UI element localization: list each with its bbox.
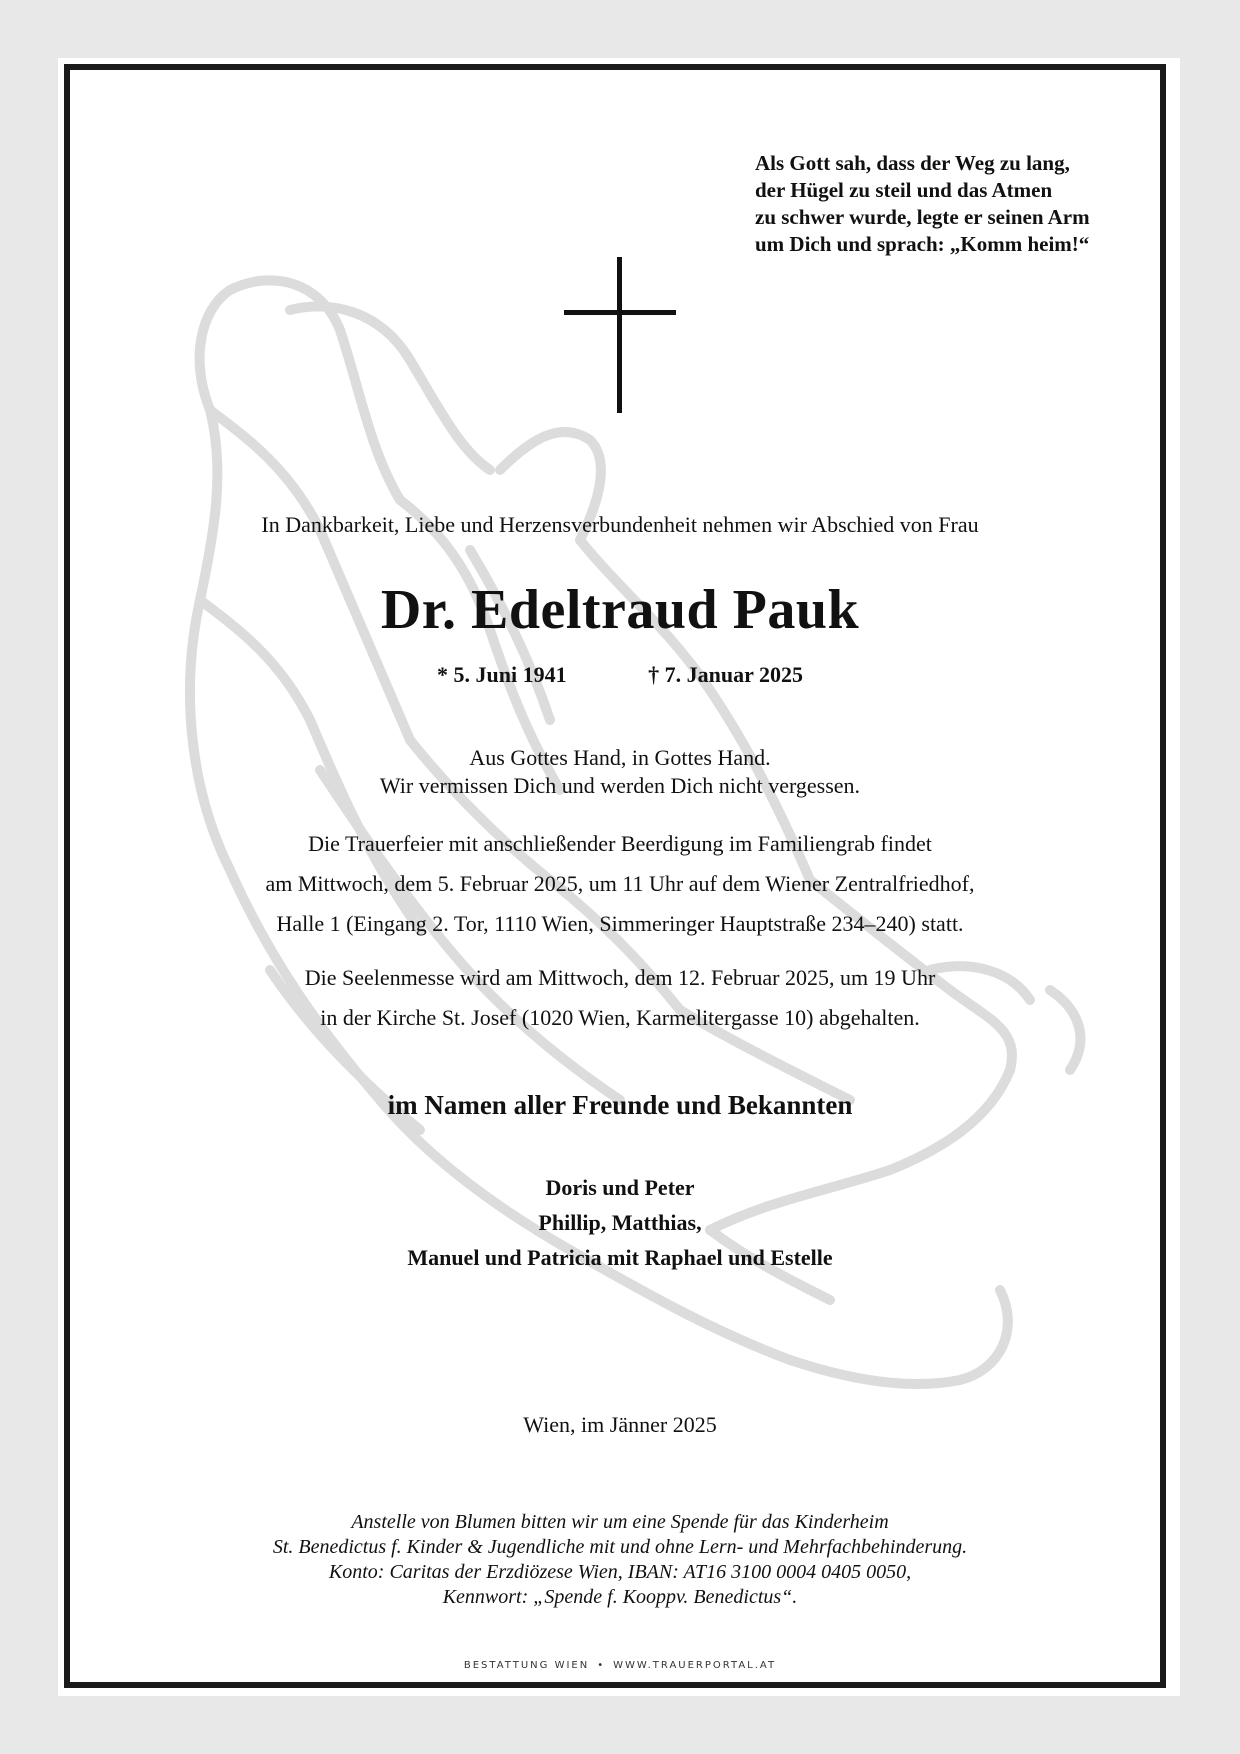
mourners-list: [0, 1170, 1240, 1275]
funeral-ceremony-info: [0, 824, 1240, 944]
donation-line: Anstelle von Blumen bitten wir um eine Spende für das Kinderheim: [351, 1511, 889, 1533]
footer-website-link[interactable]: WWW.TRAUERPORTAL.AT: [613, 1660, 777, 1671]
death-date: † 7. Januar 2025: [648, 662, 803, 687]
ceremony-line: Halle 1 (Eingang 2. Tor, 1110 Wien, Simmeringer Hauptstraße 234–240) statt.: [276, 911, 964, 936]
donation-request: [0, 1510, 1240, 1610]
mourner-line: Manuel und Patricia mit Raphael und Estelle: [407, 1245, 833, 1270]
mourner-line: Phillip, Matthias,: [538, 1210, 702, 1235]
motto-line: um Dich und sprach: „Komm heim!“: [755, 232, 1090, 256]
verse-line: Aus Gottes Hand, in Gottes Hand.: [469, 745, 771, 770]
cross-icon: [560, 255, 680, 415]
life-dates: [0, 662, 1240, 688]
motto-line: Als Gott sah, dass der Weg zu lang,: [755, 151, 1070, 175]
deceased-name: Dr. Edeltraud Pauk: [380, 579, 860, 641]
donation-line: Kennwort: „Spende f. Kooppv. Benedictus“.: [442, 1586, 798, 1608]
footer-publisher: BESTATTUNG WIEN: [463, 1660, 590, 1671]
memorial-mass-info: [0, 958, 1240, 1038]
birth-date: * 5. Juni 1941: [437, 662, 567, 687]
ceremony-line: Die Trauerfeier mit anschließender Beerdigung im Familiengrab findet: [308, 831, 932, 856]
motto-line: zu schwer wurde, legte er seinen Arm: [755, 205, 1090, 229]
mourner-line: Doris und Peter: [545, 1175, 695, 1200]
bullet-separator: •: [597, 1660, 606, 1671]
mass-line: Die Seelenmesse wird am Mittwoch, dem 12. Februar 2025, um 19 Uhr: [304, 965, 936, 990]
motto-poem: [755, 150, 1090, 258]
mass-line: in der Kirche St. Josef (1020 Wien, Karmelitergasse 10) abgehalten.: [320, 1005, 920, 1030]
ceremony-line: am Mittwoch, dem 5. Februar 2025, um 11 Uhr auf dem Wiener Zentralfriedhof,: [265, 871, 975, 896]
verse-line: Wir vermissen Dich und werden Dich nicht vergessen.: [379, 773, 861, 798]
publisher-footer: [0, 1660, 1240, 1671]
on-behalf-heading: im Namen aller Freunde und Bekannten: [387, 1090, 853, 1120]
verse-block: [0, 744, 1240, 800]
donation-line: Konto: Caritas der Erzdiözese Wien, IBAN: AT16 3100 0004 0405 0050,: [328, 1561, 912, 1583]
intro-text: In Dankbarkeit, Liebe und Herzensverbundenheit nehmen wir Abschied von Frau: [261, 512, 979, 537]
place-and-date: Wien, im Jänner 2025: [523, 1412, 717, 1437]
motto-line: der Hügel zu steil und das Atmen: [755, 178, 1053, 202]
donation-line: St. Benedictus f. Kinder & Jugendliche mit und ohne Lern- und Mehrfachbehinderung.: [272, 1536, 968, 1558]
